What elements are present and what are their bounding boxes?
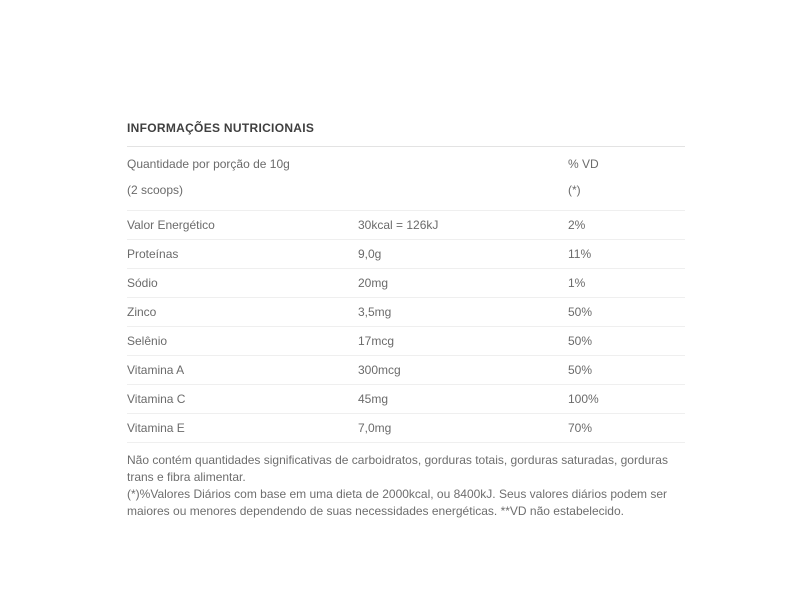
table-row <box>127 413 685 442</box>
table-footnotes <box>127 452 685 520</box>
nutrient-amount: 45mg <box>358 392 389 406</box>
nutrient-amount: 20mg <box>358 276 389 290</box>
nutrient-vd: 50% <box>568 305 593 319</box>
nutrient-label: Vitamina E <box>127 421 185 435</box>
table-row <box>127 355 685 384</box>
footnote-daily-values: (*)%Valores Diários com base em uma dieta de 2000kcal, ou 8400kJ. Seus valores diários podem ser maiores ou menores dependendo de suas necessidades energéticas. **VD não estabelecido. <box>127 487 668 518</box>
nutrient-label: Valor Energético <box>127 218 215 232</box>
nutrient-label: Vitamina A <box>127 363 185 377</box>
nutrient-amount: 7,0mg <box>358 421 392 435</box>
header-vd <box>568 157 685 198</box>
header-vd-line1: % VD <box>568 157 599 171</box>
nutrient-label: Sódio <box>127 276 158 290</box>
nutrient-vd: 2% <box>568 218 586 232</box>
table-row <box>127 326 685 355</box>
nutrient-label: Selênio <box>127 334 168 348</box>
nutrient-amount: 300mcg <box>358 363 401 377</box>
nutrient-label: Zinco <box>127 305 157 319</box>
table-title: INFORMAÇÕES NUTRICIONAIS <box>127 118 685 147</box>
nutrition-table <box>127 118 685 520</box>
nutrient-vd: 70% <box>568 421 593 435</box>
table-row <box>127 297 685 326</box>
table-body <box>127 211 685 443</box>
nutrient-vd: 11% <box>568 247 592 261</box>
table-header <box>127 147 685 211</box>
header-quantity-line2: (2 scoops) <box>127 183 184 197</box>
nutrient-amount: 17mcg <box>358 334 395 348</box>
nutrient-label: Proteínas <box>127 247 179 261</box>
nutrient-vd: 100% <box>568 392 599 406</box>
nutrient-amount: 9,0g <box>358 247 382 261</box>
header-quantity <box>127 157 568 198</box>
table-row <box>127 384 685 413</box>
table-row <box>127 239 685 268</box>
table-row <box>127 211 685 239</box>
table-row <box>127 268 685 297</box>
header-vd-line2: (*) <box>568 183 581 197</box>
header-quantity-line1: Quantidade por porção de 10g <box>127 157 290 171</box>
nutrient-vd: 50% <box>568 363 593 377</box>
footnote-significant-amounts: Não contém quantidades significativas de carboidratos, gorduras totais, gorduras saturadas, gorduras trans e fibra alimentar. <box>127 453 668 484</box>
nutrient-amount: 3,5mg <box>358 305 392 319</box>
nutrient-label: Vitamina C <box>127 392 186 406</box>
nutrient-vd: 1% <box>568 276 586 290</box>
nutrient-vd: 50% <box>568 334 593 348</box>
nutrient-amount: 30kcal = 126kJ <box>358 218 439 232</box>
